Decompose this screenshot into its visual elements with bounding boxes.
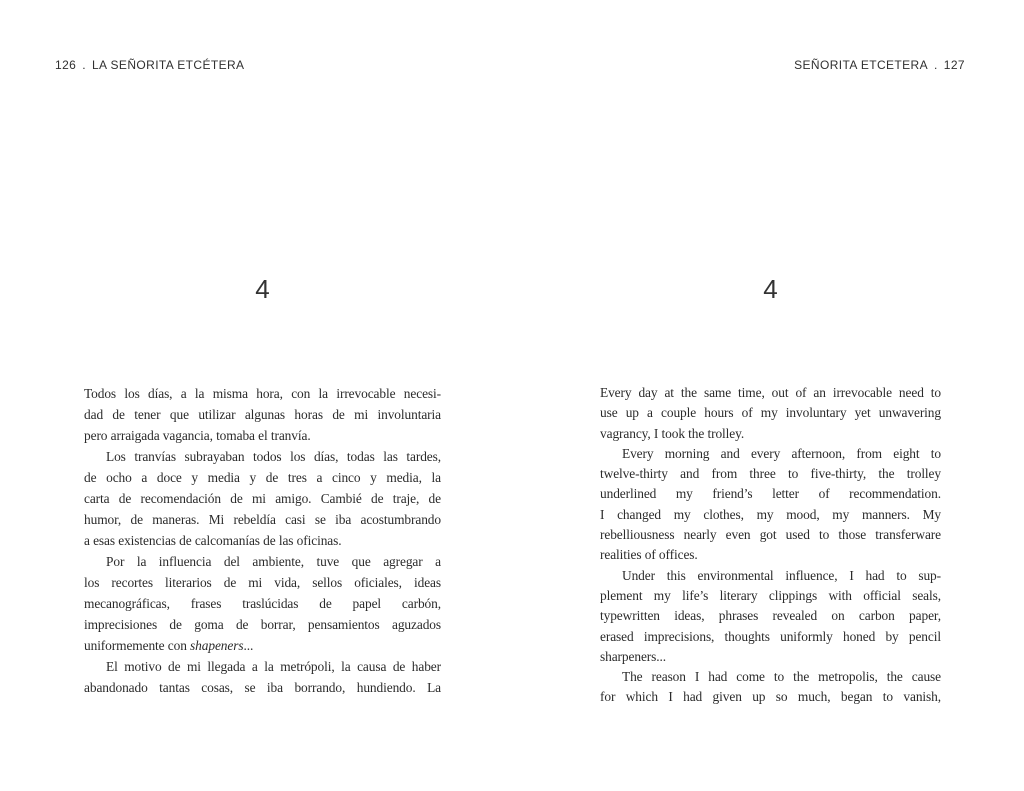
running-title-left: LA SEÑORITA ETCÉTERA bbox=[91, 58, 245, 72]
text-line: Los tranvías subrayaban todos los días, todas las tardes, bbox=[106, 449, 441, 464]
running-title-right: SEÑORITA ETCETERA bbox=[794, 58, 929, 72]
text-line: The reason I had come to the metropolis, the cause bbox=[622, 669, 941, 685]
text-line: Por la influencia del ambiente, tuve que agregar a bbox=[106, 554, 441, 569]
header-separator-dot: . bbox=[934, 58, 938, 72]
text-line: for which I had given up so much, began to vanish, bbox=[600, 689, 941, 705]
text-line: El motivo de mi llegada a la metrópoli, la causa de haber bbox=[106, 659, 441, 674]
text-line: sharpeners... bbox=[600, 648, 666, 664]
text-line: twelve-thirty and from three to five-thirty, the trolley bbox=[600, 466, 941, 482]
page-number-right: 127 bbox=[943, 58, 965, 72]
text-line: abandonado tantas cosas, se iba borrando, hundiendo. La bbox=[84, 680, 441, 695]
text-line: erased imprecisions, thoughts uniformly honed by pencil bbox=[600, 628, 941, 644]
text-line: dad de tener que utilizar algunas horas de mi involuntaria bbox=[84, 407, 441, 422]
page-number-left: 126 bbox=[55, 58, 77, 72]
text-line: Every day at the same time, out of an irrevocable need to bbox=[600, 385, 941, 400]
page-body-left bbox=[84, 383, 441, 698]
text-line: de ocho a doce y media y de tres a cinco y media, la bbox=[84, 470, 441, 485]
text-line: rebelliousness nearly even got used to those transferware bbox=[600, 527, 941, 543]
text-line: los recortes literarios de mi vida, sellos oficiales, ideas bbox=[84, 575, 441, 590]
paragraph bbox=[600, 667, 941, 708]
text-line: uniformemente con shapeners... bbox=[84, 638, 254, 653]
text-line: underlined my friend’s letter of recommendation. bbox=[600, 486, 941, 502]
text-line: typewritten ideas, phrases revealed on carbon paper, bbox=[600, 608, 941, 624]
text-line: vagrancy, I took the trolley. bbox=[600, 425, 745, 441]
text-line: carta de recomendación de mi amigo. Cambié de traje, de bbox=[84, 491, 441, 506]
paragraph bbox=[600, 566, 941, 667]
chapter-number-right: 4 bbox=[763, 274, 778, 304]
paragraph bbox=[84, 551, 441, 656]
text-line: pero arraigada vagancia, tomaba el tranvía. bbox=[84, 428, 311, 443]
text-line: use up a couple hours of my involuntary yet unwavering bbox=[600, 405, 941, 421]
paragraph bbox=[84, 446, 441, 551]
text-line: plement my life’s literary clippings with official seals, bbox=[600, 587, 941, 603]
paragraph bbox=[600, 444, 941, 566]
text-line: realities of offices. bbox=[600, 547, 698, 563]
header-separator-dot: . bbox=[82, 58, 86, 72]
text-line: a esas existencias de calcomanías de las oficinas. bbox=[84, 533, 342, 548]
text-line: I changed my clothes, my mood, my manners. My bbox=[600, 506, 941, 522]
text-line: Every morning and every afternoon, from eight to bbox=[622, 445, 941, 461]
page-body-right bbox=[600, 383, 941, 708]
chapter-number-left: 4 bbox=[255, 274, 270, 304]
running-head-right bbox=[794, 58, 965, 72]
text-line: Under this environmental influence, I had to sup- bbox=[622, 567, 941, 583]
text-line: mecanográficas, frases traslúcidas de papel carbón, bbox=[84, 596, 441, 611]
paragraph bbox=[600, 383, 941, 444]
running-head-left bbox=[55, 58, 244, 72]
text-line: humor, de maneras. Mi rebeldía casi se iba acostumbrando bbox=[84, 512, 441, 527]
text-line: Todos los días, a la misma hora, con la irrevocable necesi- bbox=[84, 386, 441, 401]
text-line: imprecisiones de goma de borrar, pensamientos aguzados bbox=[84, 617, 441, 632]
paragraph bbox=[84, 383, 441, 446]
paragraph bbox=[84, 656, 441, 698]
